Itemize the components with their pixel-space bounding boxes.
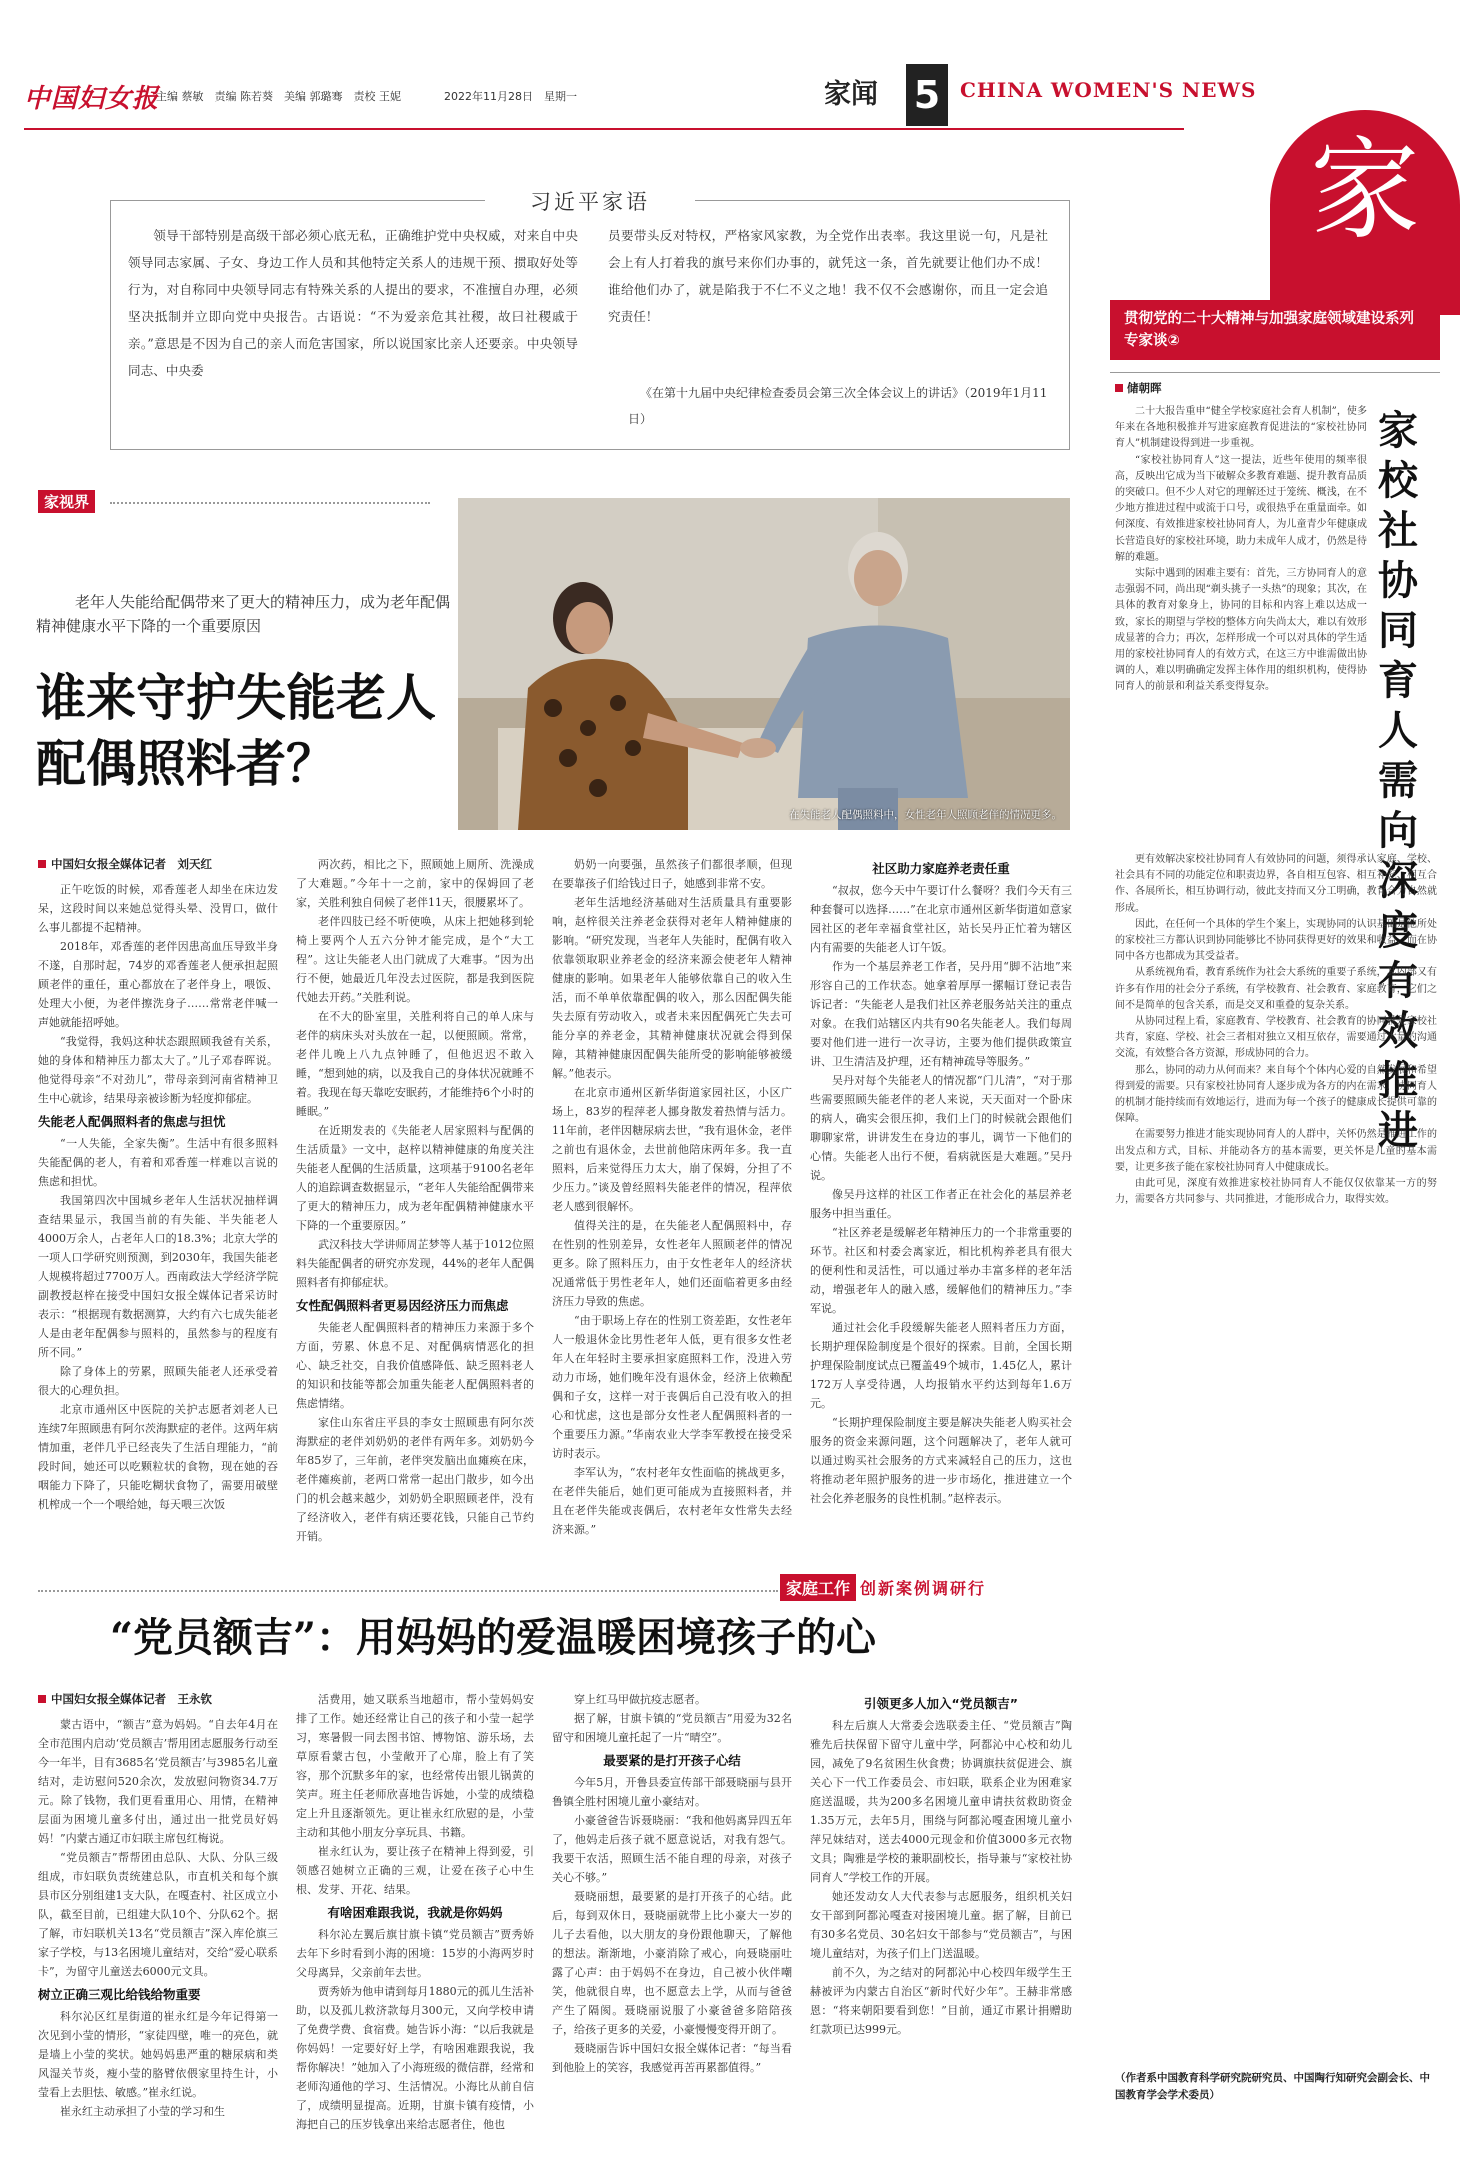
body-paragraph: 失能老人配偶照料者的精神压力来源于多个方面，劳累、休息不足、对配偶病情恶化的担心、缺乏社交，自我价值感降低、缺乏照料老人的知识和技能等都会加重失能老人配偶照料者的焦虑情绪。 — [296, 1321, 534, 1410]
story2-col1-text-b — [38, 2007, 278, 2121]
quote-box-title — [485, 186, 695, 214]
body-paragraph: 北京市通州区中医院的关护志愿者刘老人已连续7年照顾患有阿尔茨海默症的老伴。这两年病情加重，老伴几乎已经丧失了生活自理能力，“前段时间，她还可以吃颗粒状的食物，现在她的吞咽能力下降了，只能吃糊状食物了，需要用破壁机榨成一个一个喂给她，每天喂三次饭 — [38, 1403, 278, 1511]
story2-subhead-4: 引领更多人加入“党员额吉” — [864, 1696, 1018, 1711]
story1-col2 — [296, 855, 534, 1555]
story1-headline-line1: 谁来守护失能老人 — [36, 668, 436, 727]
body-paragraph: 今年5月，开鲁县委宣传部干部聂晓丽与县开鲁镇全胜村困境儿童小豪结对。 — [552, 1776, 792, 1808]
story2-kicker-sub: 创新案例调研行 — [860, 1579, 987, 1598]
sidebar-headline: 家校社协同育人需向深度有效推进 — [1378, 407, 1418, 1154]
quote-source: 《在第十九届中央纪律检查委员会第三次全体会议上的讲话》（2019年1月11日） — [628, 386, 1048, 426]
story1-col2-text-b — [296, 1318, 534, 1546]
body-paragraph: 两次药，相比之下，照顾她上厕所、洗澡成了大难题。”今年十一之前，家中的保姆回了老家，关胜利独自伺候了老伴11天，很腰累坏了。 — [296, 858, 534, 909]
story2-col4-text — [810, 1716, 1072, 2039]
story2-col1-text — [38, 1715, 278, 1981]
body-paragraph: 除了身体上的劳累，照顾失能老人还承受着很大的心理负担。 — [38, 1365, 278, 1397]
editor-credits: 主编 蔡敏 责编 陈若葵 美编 郭璐骞 责校 王妮 — [156, 90, 401, 103]
story1-kicker-rule — [110, 502, 430, 504]
story1-kicker — [38, 490, 95, 513]
sidebar-rule — [1110, 372, 1440, 373]
story2-kicker-main: 家庭工作 — [780, 1574, 856, 1601]
story1-col1-text — [38, 880, 278, 1108]
photo-illustration — [458, 498, 1070, 830]
body-paragraph: 小豪爸爸告诉聂晓丽：“我和他妈离异四五年了，他妈走后孩子就不愿意说话，对我有怨气。我要干农活，照顾生活不能自理的母亲，对孩子关心不够。” — [552, 1814, 792, 1884]
body-paragraph: 值得关注的是，在失能老人配偶照料中，存在性别的性别差异，女性老年人照顾老伴的情况更多。除了照料压力，由于女性老年人的经济状况通常低于男性老年人，她们还面临着更多由经济压力导致的焦虑。 — [552, 1219, 792, 1308]
body-paragraph: 崔永红认为，要让孩子在精神上得到爱，引领感召她树立正确的三观，让爱在孩子心中生根、发芽、开花、结果。 — [296, 1845, 534, 1896]
story1-byline — [38, 855, 278, 874]
sidebar-paragraph: 因此，在任何一个具体的学生个案上，实现协同的认识基础是他所处的家校社三方都认识到协同能够比不协同获得更好的效果和收益，而在协同中各方也都成为其受益者。 — [1115, 918, 1437, 963]
story1-col1-text-b — [38, 1134, 278, 1514]
quote-left-text: 领导干部特别是高级干部必须心底无私，正确维护党中央权威，对来自中央领导同志家属、子女、身边工作人员和其他特定关系人的违规干预、掼取好处等行为，对自称同中央领导同志有特殊关系的人提出的要求，不准擅自办理，必须坚决抵制并立即向党中央报告。古语说：“不为爱亲危其社稷，故曰社稷戚于亲。”意思是不因为自己的亲人而危害国家，所以说国家比亲人还要亲。中央领导同志、中央委 — [128, 228, 578, 378]
sidebar-paragraph: “家校社协同育人”这一提法，近些年使用的频率很高，反映出它成为当下破解众多教育难题、提升教育品质的突破口。但不少人对它的理解还过于笼统、概浅，在不少地方推进过程中或流于口号，或很热乎在重量面牵。如何深度、有效推进家校社协同育人，为儿童青少年健康成长营造良好的家校社环境，助力未成年人成才，仍然是待解的难题。 — [1115, 454, 1367, 563]
sidebar-author-name: 储朝晖 — [1127, 381, 1162, 395]
body-paragraph: 在近期发表的《失能老人居家照料与配偶的生活质量》一文中，赵梓以精神健康的角度关注失能老人配偶的生活质量，这项基于9100名老年人的追踪调查数据显示，“老年人失能给配偶带来了更大的精神压力，成为老年配偶精神健康水平下降的一个重要原因。” — [296, 1124, 534, 1232]
body-paragraph: 老年生活地经济基础对生活质量具有重要影响，赵梓很关注养老金获得对老年人精神健康的影响。“研究发现，当老年人失能时，配偶有收入依靠领取职业养老金的经济来源会使老年人精神健康的影响。如果老年人能够依靠自己的收入生活，而不单单依靠配偶的收入，那么因配偶失能失去原有劳动收入，或者未来因配偶死亡失去可能分享的养老金，其精神健康状况就会得到保障，其精神健康因配偶失能所受的影响能够被缓解。”他表示。 — [552, 896, 792, 1080]
story2-subhead-3: 最要紧的是打开孩子心结 — [603, 1753, 741, 1768]
story1-photo — [458, 498, 1070, 830]
sidebar-paragraph: 那么，协同的动力从何而来？来自每个个体内心爱的自然发展和希望得到爱的需要。只有家校社协同育人逐步成为各方的内在需求，协同育人的机制才能持续而有效地运行，进而为每一个孩子的健康成长提供可靠的保障。 — [1115, 1064, 1437, 1125]
quote-right-text: 员要带头反对特权，严格家风家教，为全党作出表率。我这里说一句，凡是社会上有人打着我的旗号来你们办事的，就凭这一条，首先就要让他们办不成！谁给他们办了，就是陷我于不仁不义之地！我不仅不会感谢你，而且一定会追究责任！ — [608, 228, 1048, 324]
sidebar-body-continued — [1115, 852, 1437, 2062]
sidebar-body — [1115, 404, 1367, 844]
body-paragraph: 在北京市通州区新华街道家园社区，小区广场上，83岁的程萍老人挪身散发着热情与活力。11年前，老伴因糖尿病去世，“我有退休金，老伴之前也有退休金，去世前他陪床两年多。我一直照料，后来觉得压力太大，崩了保姆，分担了不少压力。”谈及曾经照料失能老伴的情况，程萍依老人感到很解怀。 — [552, 1086, 792, 1213]
sidebar-paragraph: 由此可见，深度有效推进家校社协同育人不能仅仅依靠某一方的努力，需要各方共同参与、共同推进，才能形成合力，取得实效。 — [1115, 1178, 1437, 1206]
story2-subhead-1: 树立正确三观比给钱给物重要 — [38, 1987, 201, 2002]
quote-title-text: 习近平家语 — [530, 190, 650, 214]
sidebar-paragraph: 实际中遇到的困难主要有：首先，三方协同育人的意志强弱不同，尚出现“剃头挑子一头热”的现象；其次，在具体的教育对象身上，协同的目标和内容上难以达成一致，家长的期望与学校的整体方向失尚太大，难以有效形成显著的合力；再次，怎样形成一个可以对具体的学生适用的家校社协同育人的有效方式，在这三方中谁需做出协调的人，难以明确确定发挥主体作用的组织机构，使得协同育人的前景和利益关系变得复杂。 — [1115, 568, 1367, 693]
story2-col3-text — [552, 1690, 792, 1747]
body-paragraph: “我觉得，我妈这种状态跟照顾我爸有关系，她的身体和精神压力都太大了。”儿子邓春晖说。他觉得母亲“不对劲儿”，带母亲到河南省精神卫生中心就诊，结果母亲被诊断为轻度抑郁症。 — [38, 1035, 278, 1105]
body-paragraph: “由于职场上存在的性别工资差距，女性老年人一般退休金比男性老年人低，更有很多女性老年人在年轻时主要承担家庭照料工作，没进入劳动力市场，她们晚年没有退休金，经济上依赖配偶和子女，这样一对于丧偶后自己没有收入的担心和忧虑，这也是部分女性老人配偶照料者的一个重要压力源。”华南农业大学李军教授在接受采访时表示。 — [552, 1314, 792, 1460]
sidebar-author — [1115, 380, 1162, 396]
paper-english-name: CHINA WOMEN'S NEWS — [960, 78, 1257, 102]
body-paragraph: 科尔沁左翼后旗甘旗卡镇“党员额吉”贾秀娇去年下乡时看到小海的困境：15岁的小海两岁时父母离异，父亲前年去世。 — [296, 1928, 534, 1979]
story1-subhead-2: 女性配偶照料者更易因经济压力而焦虑 — [296, 1298, 509, 1313]
body-paragraph: 贾秀娇为他申请到每月1880元的孤儿生活补助，以及孤儿救济款每月300元，又向学校申请了免费学费、食宿费。她告诉小海：“以后我就是你妈妈！一定要好好上学，有啥困难跟我说，我帮你解决！”她加入了小海班级的微信群，经常和老师沟通他的学习、生活情况。小海比从前自信了，成绩明显提高。近期，甘旗卡镇有疫情，小海把自己的压岁钱拿出来给志愿者住，他也 — [296, 1985, 534, 2130]
story2-col4 — [810, 1690, 1072, 2130]
section-name: 家闻 — [824, 79, 878, 110]
body-paragraph: 吴丹对每个失能老人的情况都“门儿清”，“对于那些需要照顾失能老伴的老人来说，天天面对一个卧床的病人，确实会很压抑，我们上门的时候就会跟他们聊聊家常，讲讲发生在身边的事儿，调节一下他们的心情。失能老人出行不便，看病就医是大难题。”吴丹说。 — [810, 1074, 1072, 1182]
sidebar-paragraph: 从系统视角看，教育系统作为社会大系统的重要子系统，其内部又有许多有作用的社会分子系统，有学校教育、社会教育、家庭教育，它们之间不是简单的包含关系，而是交叉和重叠的复杂关系。 — [1115, 967, 1437, 1011]
photo-caption: 在失能老人配偶照料中，女性老年人照顾老伴的情况更多。 — [789, 809, 1062, 821]
body-paragraph: 前不久，为之结对的阿都沁中心校四年级学生王赫被评为内蒙古自治区“新时代好少年”。王赫非常感恩：“将来朝阳要看到您！”目前，通辽市累计捐赠助红款项已达999元。 — [810, 1966, 1072, 2036]
body-paragraph: 在不大的卧室里，关胜利将自己的单人床与老伴的病床头对头放在一起，以便照顾。常常，老伴儿晚上八九点钟睡了，但他迟迟不敢入睡，“想到她的病，以及我自己的身体状况就睡不着。我现在每天靠吃安眠药，才能维持6个小时的睡眠。” — [296, 1010, 534, 1118]
story2-col3-text-b — [552, 1773, 792, 2077]
body-paragraph: “党员额吉”帮帮团由总队、大队、分队三级组成，市妇联负责统建总队，市直机关和每个旗县市区分别组建1支大队，在嘎查村、社区成立小队，截至目前，已组建大队10个、分队62个。据了解，市妇联机关13名“党员额吉”深入库伦旗三家子学校，与13名困境儿童结对，交给“爱心联系卡”，为留守儿童送去6000元文具。 — [38, 1851, 278, 1978]
story2-subhead-2: 有啥困难跟我说，我就是你妈妈 — [327, 1905, 503, 1920]
story1-col1 — [38, 855, 278, 1555]
body-paragraph: 我国第四次中国城乡老年人生活状况抽样调查结果显示，我国当前的有失能、半失能老人4000万余人，占老年人口的18.3%；北京大学的一项人口学研究则预测，到2030年，我国失能老人规模将超过7700万人。西南政法大学经济学院副教授赵梓在接受中国妇女报全媒体记者采访时表示：“根据现有数据测算，大约有六七成失能老人是由老年配偶参与照料的，虽然参与的程度有所不同。” — [38, 1194, 278, 1359]
sidebar-paragraph: 更有效解决家校社协同育人有效协同的问题，须得承认家庭、学校、社会具有不同的功能定位和职责边界，各自相互包容、相互补充、相互合作、各展所长，相互协调行动，彼此支持而又分工明确，教育合力自然就形成。 — [1115, 854, 1437, 914]
body-paragraph: 科左后旗人大常委会选联委主任、“党员额吉”陶雅先后扶保留下留守儿童中学，阿都沁中心校和幼儿园，减免了9名贫困生伙食费；协调旗扶贫促进会、旗关心下一代工作委员会、市妇联，联系企业为困难家庭送温暖，共为200多名困境儿童申请扶贫救助资金1.35万元，去年5月，围绕与阿都沁嘎查困境儿童小萍兄妹结对，送去4000元现金和价值3000多元衣物文具；陶雅是学校的兼职副校长，指导兼与“家校社协同育人”学校工作的开展。 — [810, 1719, 1072, 1884]
story2-col2-text — [296, 1690, 534, 1899]
story1-col3-text — [552, 855, 792, 1539]
body-paragraph: 家住山东省庄平县的李女士照顾患有阿尔茨海默症的老伴刘奶奶的老伴有两年多。刘奶奶今年85岁了，三年前，老伴突发脑出血瘫痪在床，老伴瘫痪前，老两口常常一起出门散步，如今出门的机会越来越少，刘奶奶全职照顾老伴，没有了经济收入，老伴有病还要花钱，只能自己节约开销。 — [296, 1416, 534, 1543]
story2-col1 — [38, 1690, 278, 2130]
story1-byline-text: 中国妇女报全媒体记者 刘天红 — [51, 857, 212, 871]
story1-col2-text — [296, 855, 534, 1292]
body-paragraph: 她还发动女人大代表参与志愿服务，组织机关妇女干部到阿都沁嘎查对接困境儿童。据了解，目前已有30多名党员、30名妇女干部参与“党员额吉”，与困境儿童结对，为孩子们上门送温暖。 — [810, 1890, 1072, 1960]
body-paragraph: 活费用，她又联系当地超市，帮小莹妈妈安排了工作。她还经常让自己的孩子和小莹一起学习，寒暑假一同去图书馆、博物馆、游乐场，去草原看蒙古包，小莹敞开了心扉，脸上有了笑容，那个沉默多年的家，也经常传出银儿锅黄的笑声。班主任老师欣喜地告诉她，小莹的成绩稳定上升且逐渐领先。更让崔永红欣慰的是，小莹主动和其他小朋友分享玩具、书籍。 — [296, 1693, 534, 1839]
sidebar-paragraph: 二十大报告重申“健全学校家庭社会育人机制”，使多年来在各地积极推并写进家庭教育促进法的“家校社协同育人”机制建设得到进一步重视。 — [1115, 406, 1367, 450]
body-paragraph: 老伴四肢已经不听使唤，从床上把她移到轮椅上要两个人五六分钟才能完成，是个“大工程”。这让失能老人出门就成了大难事。“因为出行不便，她最近几年没去过医院，都是我到医院代她去开药。”关胜利说。 — [296, 915, 534, 1004]
story2-headline: “党员额吉”：用妈妈的爱温暖困境孩子的心 — [110, 1614, 877, 1661]
body-paragraph: 2018年，邓香莲的老伴因患高血压导致半身不遂，自那时起，74岁的邓香莲老人便承担起照顾老伴的重任，重心都放在了老伴身上，喂饭、处理大小便，为老伴擦洗身子……常常老伴喊一声她就能招呼她。 — [38, 940, 278, 1029]
issue-date: 2022年11月28日 星期一 — [444, 90, 577, 103]
story1-subhead-1: 失能老人配偶照料者的焦虑与担忧 — [38, 1114, 226, 1129]
body-paragraph: 崔永红主动承担了小莹的学习和生 — [60, 2105, 225, 2118]
body-paragraph: 作为一个基层养老工作者，吴丹用“脚不沾地”来形容自己的工作状态。她拿着厚厚一摞幅订登记表告诉记者：“失能老人是我们社区养老服务站关注的重点对象。在我们站辖区内共有90名失能老人。我们每周要对他们进一进行一次寻访，主要为他们提供政策宣讲、卫生清洁及护理，还有精神疏导等服务。” — [810, 960, 1072, 1068]
body-paragraph: “长期护理保险制度主要是解决失能老人购买社会服务的资金来源问题，这个问题解决了，老年人就可以通过购买社会服务的方式来减轻自己的压力，这也将推动老年照护服务的进一步市场化，推进建立一个社会化养老服务的良性机制。”赵梓表示。 — [810, 1416, 1072, 1505]
story2-byline — [38, 1690, 278, 1709]
sidebar-series-text: 贯彻党的二十大精神与加强家庭领域建设系列专家谈② — [1124, 311, 1414, 349]
story2-top-rule — [38, 1590, 778, 1592]
body-paragraph: 像吴丹这样的社区工作者正在社会化的基层养老服务中担当重任。 — [810, 1188, 1072, 1220]
story1-headline-line2: 配偶照料者？ — [36, 734, 336, 793]
body-paragraph: 通过社会化手段缓解失能老人照料者压力方面，长期护理保险制度是个很好的探索。目前，全国长期护理保险制度试点已覆盖49个城市，1.45亿人，累计172万人享受待遇，人均报销水平约达到每年1.6万元。 — [810, 1321, 1072, 1410]
masthead-rule — [24, 128, 1184, 130]
sidebar-series-banner — [1110, 300, 1440, 360]
body-paragraph: “社区养老是缓解老年精神压力的一个非常重要的环节。社区和村委会离家近，相比机构养老具有很大的便利性和灵活性，可以通过举办丰富多样的老年活动，增强老年人的融入感，缓解他们的精神压力。”李军说。 — [810, 1226, 1072, 1315]
body-paragraph: 科尔沁区红星街道的崔永红是今年记得第一次见到小莹的情形，“家徒四壁，唯一的亮色，就是墙上小莹的奖状。她妈妈患严重的糖尿病和类风湿关节炎，瘦小莹的胳臂依偎家里持生计，小莹看上去胆怯、敏感。”崔永红说。 — [38, 2010, 278, 2099]
story1-kicker-text: 家视界 — [38, 490, 95, 513]
body-paragraph: 据了解，甘旗卡镇的“党员额吉”用爱为32名留守和困境儿童托起了一片“晴空”。 — [552, 1712, 792, 1744]
story2-col3 — [552, 1690, 792, 2130]
story1-col3 — [552, 855, 792, 1555]
body-paragraph: 聂晓丽告诉中国妇女报全媒体记者：“每当看到他脸上的笑容，我感觉再苦再累都值得。” — [552, 2042, 792, 2074]
story1-col4 — [810, 855, 1072, 1555]
masthead — [24, 64, 1442, 126]
story1-col4-text — [810, 881, 1072, 1508]
body-paragraph: 武汉科技大学讲师周芷梦等人基于1012位照料失能配偶者的研究亦发现，44%的老年人配偶照料者有抑郁症状。 — [296, 1238, 534, 1289]
section-badge-char: 家 — [1310, 126, 1420, 254]
story2-col2 — [296, 1690, 534, 2130]
story2-byline-text: 中国妇女报全媒体记者 王永钦 — [51, 1692, 212, 1706]
newspaper-logo: 中国妇女报 — [24, 84, 160, 114]
sidebar-credit: （作者系中国教育科学研究院研究员、中国陶行知研究会副会长、中国教育学会学术委员） — [1115, 2072, 1430, 2101]
body-paragraph: 蒙古语中，“额吉”意为妈妈。“自去年4月在全市范围内启动‘党员额吉’帮用团志愿服务行动至今一年半，目有3685名‘党员额吉’与3985名儿童结对，走访慰问520余次，发放慰问物资34.7万元。除了钱物，我们更看重用心、用情，在精神层面为困境儿童多付出，通过出一批党员好妈妈！”内蒙古通辽市妇联主席包红梅说。 — [38, 1718, 278, 1845]
story2-col2-text-b — [296, 1925, 534, 2130]
body-paragraph: 奶奶一向要强，虽然孩子们都很孝顺，但现在要靠孩子们给钱过日子，她感到非常不安。 — [552, 858, 792, 890]
body-paragraph: 聂晓丽想，最要紧的是打开孩子的心结。此后，每到双休日，聂晓丽就带上比小豪大一岁的儿子去看他，以大朋友的身份跟他聊天，了解他的想法。渐渐地，小豪消除了戒心，向聂晓丽吐露了心声：由于妈妈不在身边，自己被小伙伴嘲笑，他就很自卑，也不愿意去上学，从而与爸爸产生了隔阂。聂晓丽说服了小豪爸爸多陪陪孩子，给孩子更多的关爱，小豪慢慢变得开朗了。 — [552, 1890, 792, 2036]
sidebar-paragraph: 在需要努力推进才能实现协同育人的人群中，关怀仍然是推进工作的出发点和方式，目标、并能动各方的基本需要，更关怀是儿童的基本需要，让更多孩子能在家校社协同育人中健康成长。 — [1115, 1129, 1437, 1173]
story2-kicker — [780, 1574, 990, 1601]
body-paragraph: “一人失能，全家失衡”。生活中有很多照料失能配偶的老人，有着和邓香莲一样难以言说的焦虑和担忧。 — [38, 1137, 278, 1188]
story1-subhead-3: 社区助力家庭养老责任重 — [872, 861, 1010, 876]
story1-dek: 老年人失能给配偶带来了更大的精神压力，成为老年配偶精神健康水平下降的一个重要原因 — [36, 593, 451, 635]
body-paragraph: “叔叔，您今天中午要订什么餐呀？我们今天有三种套餐可以选择……”在北京市通州区新华街道如意家园社区的老年幸福食堂社区，站长吴丹正忙着为辖区内有需要的失能老人订午饭。 — [810, 884, 1072, 954]
body-paragraph: 正午吃饭的时候，邓香莲老人却坐在床边发呆，这段时间以来她总觉得头晕、没胃口，做什么事儿都提不起精神。 — [38, 883, 278, 934]
body-paragraph: 李军认为，“农村老年女性面临的挑战更多，在老伴失能后，她们更可能成为直接照料者，并且在老伴失能或丧偶后，农村老年女性常失去经济来源。” — [552, 1466, 792, 1536]
page-number: 5 — [906, 64, 948, 126]
body-paragraph: 穿上红马甲做抗疫志愿者。 — [574, 1693, 706, 1706]
sidebar-paragraph: 从协同过程上看，家庭教育、学校教育、社会教育的协同就是家校社共育，家庭、学校、社会三者相对独立又相互依存，需要通过大量的沟通交流，有效整合各方资源，形成协同的合力。 — [1115, 1016, 1437, 1060]
